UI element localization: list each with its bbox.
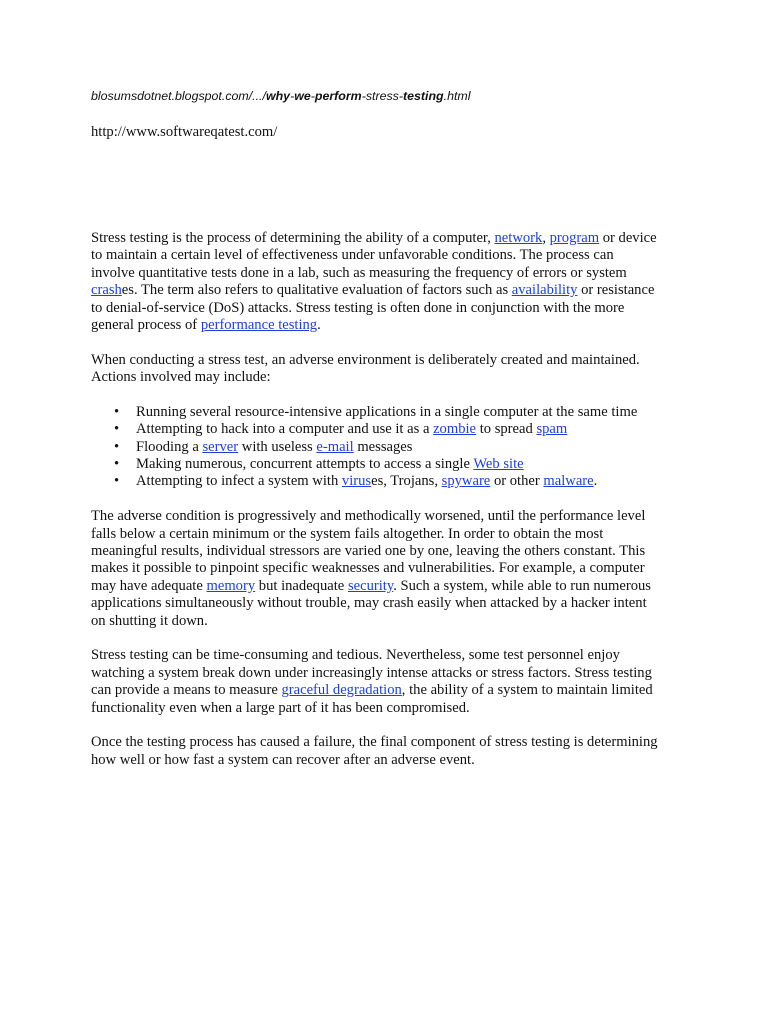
text-span: may have adequate <box>91 577 207 594</box>
text-line: falls below a certain minimum or the system fails altogether. In order to obtain the most <box>91 525 604 542</box>
url-text: blosumsdotnet.blogspot.com/.../ <box>91 89 266 103</box>
text-span: or other <box>490 473 544 490</box>
paragraph-1 <box>91 230 691 334</box>
source-url-2: http://www.softwareqatest.com/ <box>91 124 278 140</box>
bullet-icon: • <box>114 403 120 420</box>
text-line <box>91 682 691 699</box>
text-span: can provide a means to measure <box>91 682 282 699</box>
link-network[interactable]: network <box>494 230 543 246</box>
text-line: makes it possible to pinpoint specific weaknesses and vulnerabilities. For example, a computer <box>91 560 645 577</box>
link-spyware[interactable]: spyware <box>441 473 491 490</box>
text-line: applications simultaneously without trouble, may crash easily when attacked by a hacker intent <box>91 595 647 612</box>
text-span: Making numerous, concurrent attempts to access a single <box>136 456 474 473</box>
article-body <box>91 230 691 769</box>
url-text: - <box>290 89 295 103</box>
link-memory[interactable]: memory <box>206 577 256 594</box>
text-span: . <box>593 473 598 490</box>
link-security[interactable]: security <box>347 577 394 594</box>
paragraph-gap <box>91 491 691 508</box>
text-span: but inadequate <box>255 577 348 594</box>
link-server[interactable]: server <box>202 438 239 455</box>
text-line: involve quantitative tests done in a lab, such as measuring the frequency of errors or system <box>91 264 627 281</box>
url-bold-word: why <box>265 89 291 103</box>
text-line: Once the testing process has caused a failure, the final component of stress testing is determining <box>91 734 658 751</box>
link-program[interactable]: program <box>549 230 600 246</box>
paragraph-gap <box>91 630 691 647</box>
paragraph-gap <box>91 334 691 351</box>
list-item <box>91 439 691 456</box>
text-span: . <box>317 316 321 333</box>
url-text: .html <box>443 89 471 103</box>
bullet-icon: • <box>114 473 120 490</box>
url-text: -stress- <box>361 89 404 103</box>
text-span: es. The term also refers to qualitative evaluation of factors such as <box>121 282 512 299</box>
text-span: , the ability of a system to maintain limited <box>401 682 653 699</box>
paragraph-gap <box>91 387 691 404</box>
link-performance-testing[interactable]: performance testing <box>200 316 318 333</box>
url-bold-word: we <box>294 89 311 103</box>
link-web-site[interactable]: Web site <box>473 456 524 473</box>
url-bold-word: perform <box>314 89 362 103</box>
bullet-list <box>91 404 691 491</box>
text-span: or resistance <box>577 282 655 299</box>
text-span: , <box>542 230 550 246</box>
text-span: Attempting to infect a system with <box>136 473 342 490</box>
link-malware[interactable]: malware <box>543 473 594 490</box>
text-line: Actions involved may include: <box>91 369 271 386</box>
text-line: on shutting it down. <box>91 612 208 629</box>
text-line <box>91 578 691 595</box>
link-graceful-degradation[interactable]: graceful degradation <box>281 682 402 699</box>
text-line: how well or how fast a system can recover after an adverse event. <box>91 751 475 768</box>
link-spam[interactable]: spam <box>536 421 568 438</box>
text-line: to maintain a certain level of effectiveness under unfavorable conditions. The process can <box>91 247 614 264</box>
paragraph-2 <box>91 352 691 387</box>
text-line: watching a system break down under increasingly intense attacks or stress factors. Stress testing <box>91 664 652 681</box>
text-span: Stress testing is the process of determining the ability of a computer, <box>91 230 495 246</box>
paragraph-3 <box>91 508 691 630</box>
text-span: messages <box>353 438 413 455</box>
text-line: to denial-of-service (DoS) attacks. Stress testing is often done in conjunction with the more <box>91 299 625 316</box>
source-url-1 <box>91 89 471 103</box>
text-line: meaningful results, individual stressors are varied one by one, leaving the others constant. This <box>91 543 646 560</box>
text-line: The adverse condition is progressively and methodically worsened, until the performance level <box>91 508 646 525</box>
text-line <box>91 230 691 247</box>
list-item <box>91 456 691 473</box>
paragraph-5 <box>91 734 691 769</box>
text-span: or device <box>599 230 657 246</box>
link-availability[interactable]: availability <box>511 282 578 299</box>
paragraph-gap <box>91 717 691 734</box>
text-line <box>91 282 691 299</box>
text-span: Flooding a <box>136 438 203 455</box>
text-line: When conducting a stress test, an adverse environment is deliberately created and maintained. <box>91 351 640 368</box>
text-span: Attempting to hack into a computer and use it as a <box>136 421 434 438</box>
text-span: with useless <box>238 438 317 455</box>
list-item <box>91 421 691 438</box>
text-line: Stress testing can be time-consuming and tedious. Nevertheless, some test personnel enjoy <box>91 647 620 664</box>
list-item <box>91 404 691 421</box>
text-span: Running several resource-intensive applications in a single computer at the same time <box>136 403 638 420</box>
text-span: es, Trojans, <box>371 473 442 490</box>
link-zombie[interactable]: zombie <box>433 421 477 438</box>
text-line: functionality even when a large part of it has been compromised. <box>91 699 470 716</box>
list-item <box>91 473 691 490</box>
text-span: general process of <box>91 316 201 333</box>
link-crash[interactable]: crash <box>91 282 122 299</box>
link-e-mail[interactable]: e-mail <box>316 438 354 455</box>
bullet-icon: • <box>114 421 120 438</box>
paragraph-4 <box>91 647 691 717</box>
text-line <box>91 317 691 334</box>
url-bold-word: testing <box>403 89 444 103</box>
text-span: to spread <box>476 421 537 438</box>
bullet-icon: • <box>114 456 120 473</box>
url-text: - <box>310 89 315 103</box>
bullet-icon: • <box>114 438 120 455</box>
link-virus[interactable]: virus <box>341 473 372 490</box>
text-span: . Such a system, while able to run numerous <box>393 577 651 594</box>
